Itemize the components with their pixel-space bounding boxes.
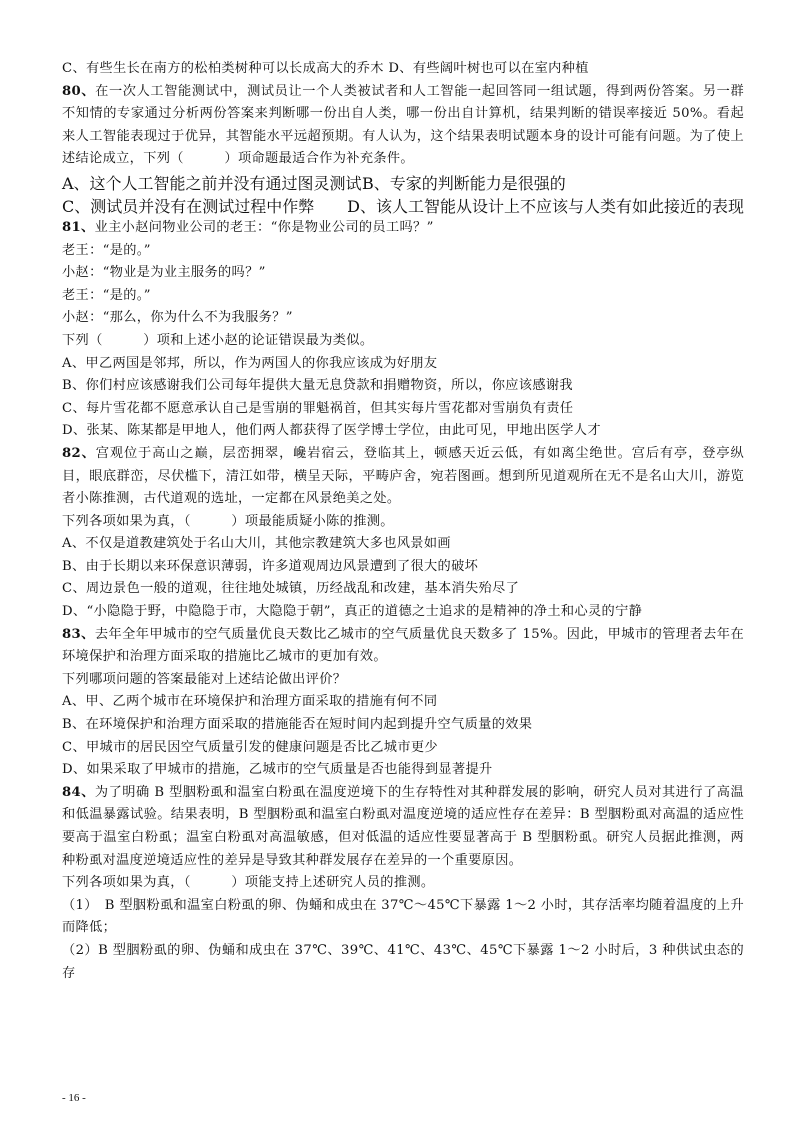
option-d: D、该人工智能从设计上不应该与人类有如此接近的表现: [347, 196, 744, 216]
question-80: [62, 81, 744, 171]
question-stem: 下列各项如果为真，（ ）项最能质疑小陈的推测。: [62, 513, 394, 529]
question-number: 81、: [62, 219, 95, 235]
option-b: B、专家的判断能力是很强的: [362, 173, 566, 193]
question-stem: 下列（ ）项和上述小赵的论证错误最为类似。: [62, 332, 374, 348]
question-number: 84、: [62, 784, 95, 800]
question-83: [62, 624, 744, 669]
question-stem: 下列哪项问题的答案最能对上述结论做出评价？: [62, 671, 347, 687]
option-line: C、有些生长在南方的松柏类树种可以长成高大的乔木 D、有些阔叶树也可以在室内种植: [62, 61, 589, 76]
option-a: A、甲、乙两个城市在环境保护和治理方面采取的措施有何不同: [62, 694, 438, 710]
option-c: C、甲城市的居民因空气质量引发的健康问题是否比乙城市更少: [62, 739, 438, 755]
question-number: 83、: [62, 626, 95, 642]
dialogue-line: 小赵：“那么，你为什么不为我服务？”: [62, 310, 293, 326]
question-text: 在一次人工智能测试中，测试员让一个人类被试者和人工智能一起回答同一组试题，得到两份答案。另一群不知情的专家通过分析两份答案来判断哪一份出自人类，哪一份出自计算机，结果判断的错误率接近 50%。看起来人工智能表现过于优异，其智能水平远超预期。有人认为，这个结果表明试题本身的设计可能有问题。为了使上述结论成立，下列（ ）项命题最适合作为补充条件。: [62, 83, 744, 167]
option-d: D、张某、陈某都是甲地人，他们两人都获得了医学博士学位，由此可见，甲地出医学人才: [62, 423, 601, 439]
question-84: [62, 782, 744, 872]
exam-page-content: [62, 58, 744, 985]
question-text: 宫观位于高山之巅，层峦拥翠，巉岩宿云，登临其上，顿感天近云低，有如离尘绝世。宫后有亭，登亭纵目，眼底群峦，尽伏槛下，清江如带，横呈天际，平畴庐舍，宛若图画。想到所见道观所在无不是名山大川，游览者小陈推测，古代道观的选址，一定都在风景绝美之处。: [62, 445, 744, 507]
question-number: 82、: [62, 445, 96, 461]
statement-2: （2）B 型胭粉虱的卵、伪蛹和成虫在 37℃、39℃、41℃、43℃、45℃下暴露 1～2 小时后，3 种供试虫态的存: [62, 942, 744, 981]
question-text: 业主小赵问物业公司的老王：“你是物业公司的员工吗？”: [94, 219, 434, 235]
dialogue-line: 老王：“是的。”: [62, 287, 151, 303]
question-number: 80、: [62, 83, 96, 99]
option-d: D、“小隐隐于野，中隐隐于市，大隐隐于朝”，真正的道德之士追求的是精神的净土和心灵的宁静: [62, 604, 643, 620]
option-c: C、每片雪花都不愿意承认自己是雪崩的罪魁祸首，但其实每片雪花都对雪崩负有责任: [62, 400, 574, 416]
dialogue-line: 老王：“是的。”: [62, 242, 151, 258]
option-a: A、不仅是道教建筑处于名山大川，其他宗教建筑大多也风景如画: [62, 536, 451, 552]
question-81: [62, 217, 744, 240]
option-a: A、甲乙两国是邻邦，所以，作为两国人的你我应该成为好朋友: [62, 355, 438, 371]
option-d: D、如果采取了甲城市的措施，乙城市的空气质量是否也能得到显著提升: [62, 762, 493, 778]
option-b: B、由于长期以来环保意识薄弱，许多道观周边风景遭到了很大的破坏: [62, 558, 479, 574]
page-number: - 16 -: [62, 1092, 86, 1104]
question-text: 去年全年甲城市的空气质量优良天数比乙城市的空气质量优良天数多了 15%。因此，甲城市的管理者去年在环境保护和治理方面采取的措施比乙城市的更加有效。: [62, 626, 744, 665]
question-82: [62, 443, 744, 511]
option-c: C、周边景色一般的道观，往往地处城镇，历经战乱和改建，基本消失殆尽了: [62, 581, 520, 597]
option-row: [62, 171, 744, 194]
question-stem: 下列各项如果为真，（ ）项能支持上述研究人员的推测。: [62, 875, 435, 891]
question-text: 为了明确 B 型胭粉虱和温室白粉虱在温度逆境下的生存特性对其种群发展的影响，研究人员对其进行了高温和低温暴露试验。结果表明，B 型胭粉虱和温室白粉虱对温度逆境的适应性存在差异：B 型胭粉虱对高温的适应性要高于温室白粉虱；温室白粉虱对高温敏感，但对低温的适应性要显著高于 B 型胭粉虱。研究人员据此推测，两种粉虱对温度逆境适应性的差异是导致其种群发展存在差异的一个重要原因。: [62, 784, 744, 868]
option-b: B、在环境保护和治理方面采取的措施能否在短时间内起到提升空气质量的效果: [62, 717, 533, 733]
option-a: A、这个人工智能之前并没有通过图灵测试: [62, 173, 362, 193]
dialogue-line: 小赵：“物业是为业主服务的吗？”: [62, 265, 266, 281]
option-b: B、你们村应该感谢我们公司每年提供大量无息贷款和捐赠物资，所以，你应该感谢我: [62, 378, 573, 394]
statement-1: （1） B 型胭粉虱和温室白粉虱的卵、伪蛹和成虫在 37℃～45℃下暴露 1～2 小时，其存活率均随着温度的上升而降低；: [62, 897, 744, 936]
option-row: [62, 194, 744, 217]
option-c: C、测试员并没有在测试过程中作弊: [62, 196, 315, 216]
